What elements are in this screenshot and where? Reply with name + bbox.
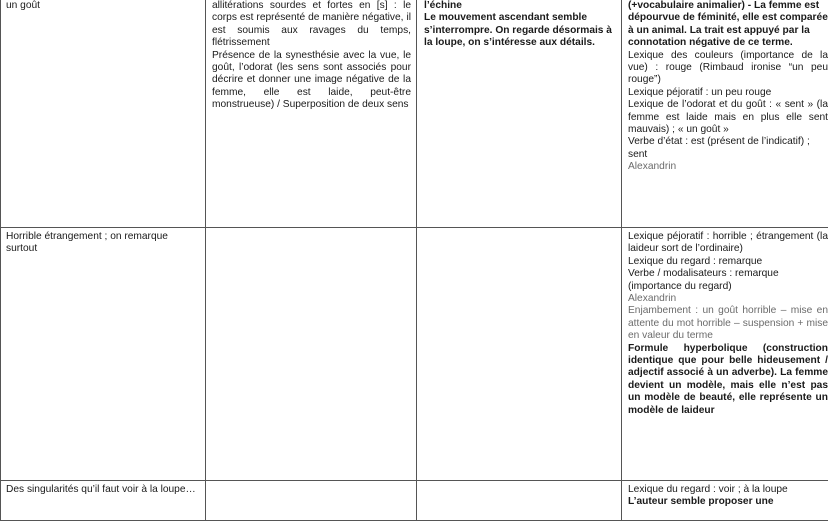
- table-row: [1, 481, 828, 521]
- movement-cell: l’échine Le mouvement ascendant semble s’interrompre. On regarde désormais à la loupe, on s’intéresse aux détails.: [417, 0, 622, 228]
- movement-cell: [417, 481, 622, 521]
- analysis-cell: [206, 228, 417, 481]
- text-cell: Horrible étrangement ; on remarque surtout: [1, 228, 206, 481]
- text-cell: un goût: [1, 0, 206, 228]
- analysis-cell: allitérations sourdes et fortes en [s] : le corps est représenté de manière négative, il est soumis aux ravages du temps, flétrissement Présence de la synesthésie avec la vue, le goût, l’odorat (les sens sont associés pour décrire et donner une image négative de la femme, elle est laide, peut-être monstrueuse) / Superposition de deux sens: [206, 0, 417, 228]
- text-cell: Des singularités qu’il faut voir à la loupe…: [1, 481, 206, 521]
- devices-cell: Lexique du regard : voir ; à la loupe L’auteur semble proposer une: [622, 481, 828, 521]
- devices-cell: (+vocabulaire animalier) - La femme est dépourvue de féminité, elle est comparée à un animal. La trait est appuyé par la connotation négative de ce terme. Lexique des couleurs (importance de la vue) : rouge (Rimbaud ironise “un peu rouge”) Lexique péjoratif : un peu rouge Lexique de l’odorat et du goût : « sent » (la femme est laide mais en plus elle sent mauvais) ; « un goût » Verbe d’état : est (présent de l’indicatif) ; sent Alexandrin: [622, 0, 828, 228]
- analysis-cell: [206, 481, 417, 521]
- table-row: [1, 228, 828, 481]
- table-row: [1, 0, 828, 228]
- movement-cell: [417, 228, 622, 481]
- devices-cell: Lexique péjoratif : horrible ; étrangement (la laideur sort de l’ordinaire) Lexique du regard : remarque Verbe / modalisateurs : remarque (importance du regard) Alexandrin Enjambement : un goût horrible – mise en attente du mot horrible – suspension + mise en valeur du terme Formule hyperbolique (construction identique que pour belle hideusement / adjectif associé à un adverbe). La femme devient un modèle, mais elle n’est pas un modèle de beauté, elle représente un modèle de laideur: [622, 228, 828, 481]
